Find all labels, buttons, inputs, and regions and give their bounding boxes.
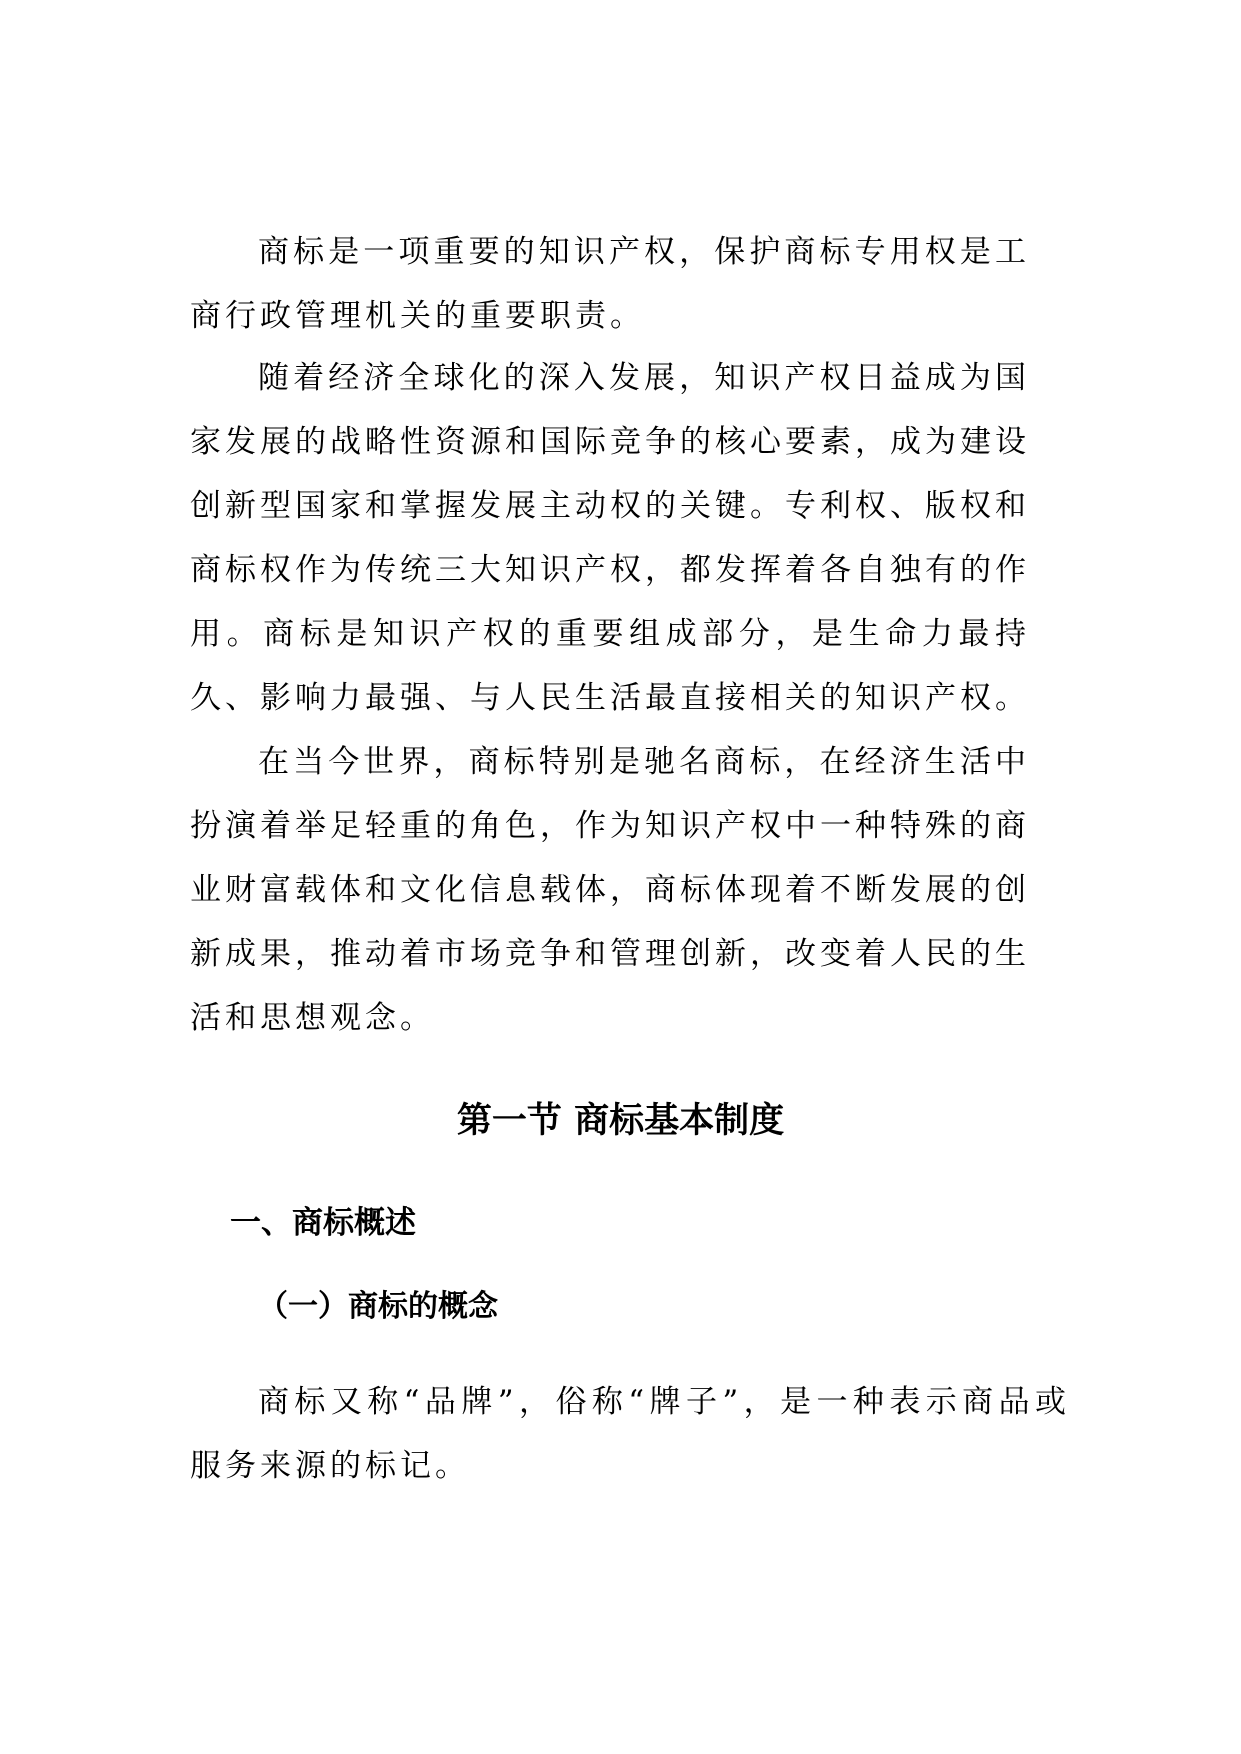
heading-level-1: 一、商标概述 [230, 1205, 416, 1241]
intro-paragraph-3: 在当今世界，商标特别是驰名商标，在经济生活中扮演着举足轻重的角色，作为知识产权中一种特殊的商业财富载体和文化信息载体，商标体现着不断发展的创新成果，推动着市场竞争和管理创新，改变着人民的生活和思想观念。 [190, 744, 1030, 1036]
section-title: 第一节 商标基本制度 [456, 1101, 785, 1141]
intro-paragraph-2: 随着经济全球化的深入发展，知识产权日益成为国家发展的战略性资源和国际竞争的核心要素，成为建设创新型国家和掌握发展主动权的关键。专利权、版权和商标权作为传统三大知识产权，都发挥着各自独有的作用。商标是知识产权的重要组成部分，是生命力最持久、影响力最强、与人民生活最直接相关的知识产权。 [190, 360, 1030, 716]
intro-paragraph-1: 商标是一项重要的知识产权，保护商标专用权是工商行政管理机关的重要职责。 [190, 234, 1030, 334]
definition-paragraph: 商标又称“品牌”，俗称“牌子”，是一种表示商品或服务来源的标记。 [190, 1384, 1070, 1484]
heading-level-2: （一）商标的概念 [258, 1289, 498, 1324]
